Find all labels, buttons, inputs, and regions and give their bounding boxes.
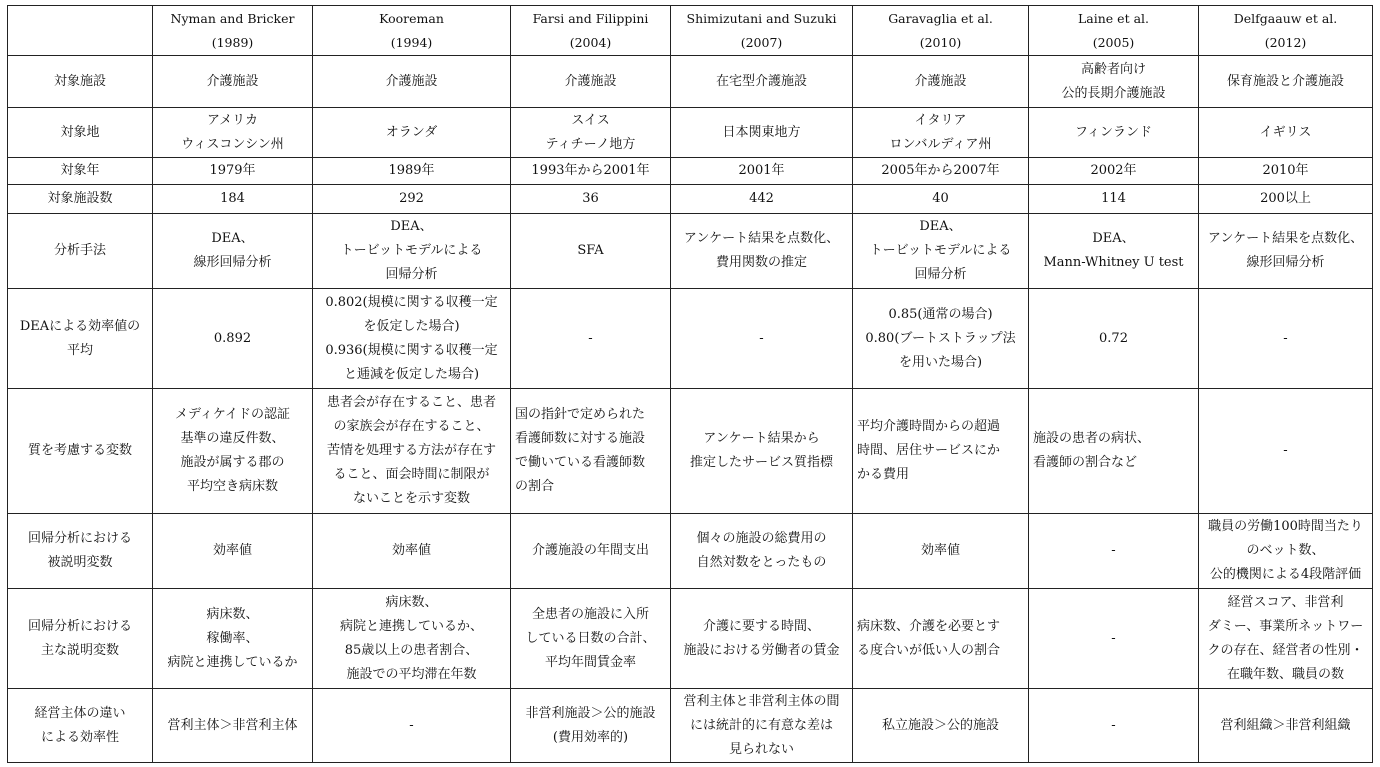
table-cell: 経営スコア、非営利 ダミー、事業所ネットワー クの存在、経営者の性別・ 在職年数、職員の数 bbox=[1199, 589, 1373, 689]
table-cell: 介護施設 bbox=[853, 56, 1029, 108]
row-label: 回帰分析における 主な説明変数 bbox=[8, 589, 153, 689]
table-cell: 施設の患者の病状、 看護師の割合など bbox=[1029, 389, 1199, 514]
table-row bbox=[8, 514, 1373, 589]
table-cell: イタリア ロンバルディア州 bbox=[853, 108, 1029, 158]
table-cell: スイス ティチーノ地方 bbox=[511, 108, 671, 158]
table-row bbox=[8, 289, 1373, 389]
table-cell: オランダ bbox=[313, 108, 511, 158]
table-cell: 営利主体＞非営利主体 bbox=[153, 689, 313, 763]
row-label: 回帰分析における 被説明変数 bbox=[8, 514, 153, 589]
table-cell: 114 bbox=[1029, 185, 1199, 214]
table-row bbox=[8, 158, 1373, 185]
table-cell: 40 bbox=[853, 185, 1029, 214]
table-cell: 介護施設の年間支出 bbox=[511, 514, 671, 589]
table-row bbox=[8, 56, 1373, 108]
table-cell: - bbox=[1029, 514, 1199, 589]
table-cell: 1979年 bbox=[153, 158, 313, 185]
table-cell: 病床数、 病院と連携しているか、 85歳以上の患者割合、 施設での平均滞在年数 bbox=[313, 589, 511, 689]
table-cell: アメリカ ウィスコンシン州 bbox=[153, 108, 313, 158]
table-cell: 高齢者向け 公的長期介護施設 bbox=[1029, 56, 1199, 108]
row-label: DEAによる効率値の 平均 bbox=[8, 289, 153, 389]
table-cell: 保育施設と介護施設 bbox=[1199, 56, 1373, 108]
row-label: 質を考慮する変数 bbox=[8, 389, 153, 514]
table-cell: 0.85(通常の場合) 0.80(ブートストラップ法 を用いた場合) bbox=[853, 289, 1029, 389]
table-row bbox=[8, 589, 1373, 689]
table-cell: 2005年から2007年 bbox=[853, 158, 1029, 185]
table-cell: 効率値 bbox=[153, 514, 313, 589]
table-cell: 効率値 bbox=[853, 514, 1029, 589]
table-cell: 病床数、介護を必要とす る度合いが低い人の割合 bbox=[853, 589, 1029, 689]
table-cell: イギリス bbox=[1199, 108, 1373, 158]
study-header: Nyman and Bricker (1989) bbox=[153, 6, 313, 56]
table-row bbox=[8, 214, 1373, 289]
table-cell: 非営利施設＞公的施設 (費用効率的) bbox=[511, 689, 671, 763]
table-cell: 0.802(規模に関する収穫一定 を仮定した場合) 0.936(規模に関する収穫一定 と逓減を仮定した場合) bbox=[313, 289, 511, 389]
table-cell: DEA、 線形回帰分析 bbox=[153, 214, 313, 289]
table-cell: 営利組織＞非営利組織 bbox=[1199, 689, 1373, 763]
table-cell: - bbox=[671, 289, 853, 389]
table-cell: 442 bbox=[671, 185, 853, 214]
table-cell: 184 bbox=[153, 185, 313, 214]
study-header: Garavaglia et al. (2010) bbox=[853, 6, 1029, 56]
row-label: 対象施設 bbox=[8, 56, 153, 108]
table-cell: 患者会が存在すること、患者 の家族会が存在すること、 苦情を処理する方法が存在す ること、面会時間に制限が ないことを示す変数 bbox=[313, 389, 511, 514]
table-cell: 在宅型介護施設 bbox=[671, 56, 853, 108]
table-cell: 効率値 bbox=[313, 514, 511, 589]
study-header: Delfgaauw et al. (2012) bbox=[1199, 6, 1373, 56]
table-cell: フィンランド bbox=[1029, 108, 1199, 158]
table-cell: アンケート結果を点数化、 線形回帰分析 bbox=[1199, 214, 1373, 289]
table-cell: - bbox=[511, 289, 671, 389]
table-cell: 2001年 bbox=[671, 158, 853, 185]
table-cell: - bbox=[1199, 389, 1373, 514]
table-cell: 1993年から2001年 bbox=[511, 158, 671, 185]
table-cell: - bbox=[1199, 289, 1373, 389]
table-row bbox=[8, 108, 1373, 158]
table-cell: 私立施設＞公的施設 bbox=[853, 689, 1029, 763]
table-cell: DEA、 トービットモデルによる 回帰分析 bbox=[853, 214, 1029, 289]
table-cell: DEA、 Mann-Whitney U test bbox=[1029, 214, 1199, 289]
table-cell: 介護施設 bbox=[313, 56, 511, 108]
study-header: Shimizutani and Suzuki (2007) bbox=[671, 6, 853, 56]
row-label: 経営主体の違い による効率性 bbox=[8, 689, 153, 763]
table-cell: 2002年 bbox=[1029, 158, 1199, 185]
table-cell: アンケート結果を点数化、 費用関数の推定 bbox=[671, 214, 853, 289]
row-label: 対象施設数 bbox=[8, 185, 153, 214]
table-cell: 平均介護時間からの超過 時間、居住サービスにか かる費用 bbox=[853, 389, 1029, 514]
table-cell: 営利主体と非営利主体の間 には統計的に有意な差は 見られない bbox=[671, 689, 853, 763]
study-header: Kooreman (1994) bbox=[313, 6, 511, 56]
table-cell: 国の指針で定められた 看護師数に対する施設 で働いている看護師数 の割合 bbox=[511, 389, 671, 514]
table-cell: 病床数、 稼働率、 病院と連携しているか bbox=[153, 589, 313, 689]
table-cell: アンケート結果から 推定したサービス質指標 bbox=[671, 389, 853, 514]
table-cell: 0.72 bbox=[1029, 289, 1199, 389]
comparison-table bbox=[7, 5, 1373, 763]
table-cell: 個々の施設の総費用の 自然対数をとったもの bbox=[671, 514, 853, 589]
table-cell: 2010年 bbox=[1199, 158, 1373, 185]
table-cell: SFA bbox=[511, 214, 671, 289]
table-cell: 職員の労働100時間当たり のベット数、 公的機関による4段階評価 bbox=[1199, 514, 1373, 589]
table-cell: - bbox=[313, 689, 511, 763]
table-row bbox=[8, 689, 1373, 763]
table-cell: 日本関東地方 bbox=[671, 108, 853, 158]
table-row bbox=[8, 389, 1373, 514]
table-cell: メディケイドの認証 基準の違反件数、 施設が属する郡の 平均空き病床数 bbox=[153, 389, 313, 514]
table-cell: 介護施設 bbox=[511, 56, 671, 108]
table-cell: 200以上 bbox=[1199, 185, 1373, 214]
table-cell: 1989年 bbox=[313, 158, 511, 185]
table-cell: 292 bbox=[313, 185, 511, 214]
table-cell: 介護に要する時間、 施設における労働者の賃金 bbox=[671, 589, 853, 689]
table-cell: 介護施設 bbox=[153, 56, 313, 108]
table-cell: DEA、 トービットモデルによる 回帰分析 bbox=[313, 214, 511, 289]
table-cell: 0.892 bbox=[153, 289, 313, 389]
table-cell: 36 bbox=[511, 185, 671, 214]
header-row bbox=[8, 6, 1373, 56]
study-header: Laine et al. (2005) bbox=[1029, 6, 1199, 56]
study-header: Farsi and Filippini (2004) bbox=[511, 6, 671, 56]
row-label: 分析手法 bbox=[8, 214, 153, 289]
row-label: 対象年 bbox=[8, 158, 153, 185]
table-cell: - bbox=[1029, 689, 1199, 763]
table-row bbox=[8, 185, 1373, 214]
table-cell: - bbox=[1029, 589, 1199, 689]
table-cell: 全患者の施設に入所 している日数の合計、 平均年間賃金率 bbox=[511, 589, 671, 689]
corner-cell bbox=[8, 6, 153, 56]
row-label: 対象地 bbox=[8, 108, 153, 158]
